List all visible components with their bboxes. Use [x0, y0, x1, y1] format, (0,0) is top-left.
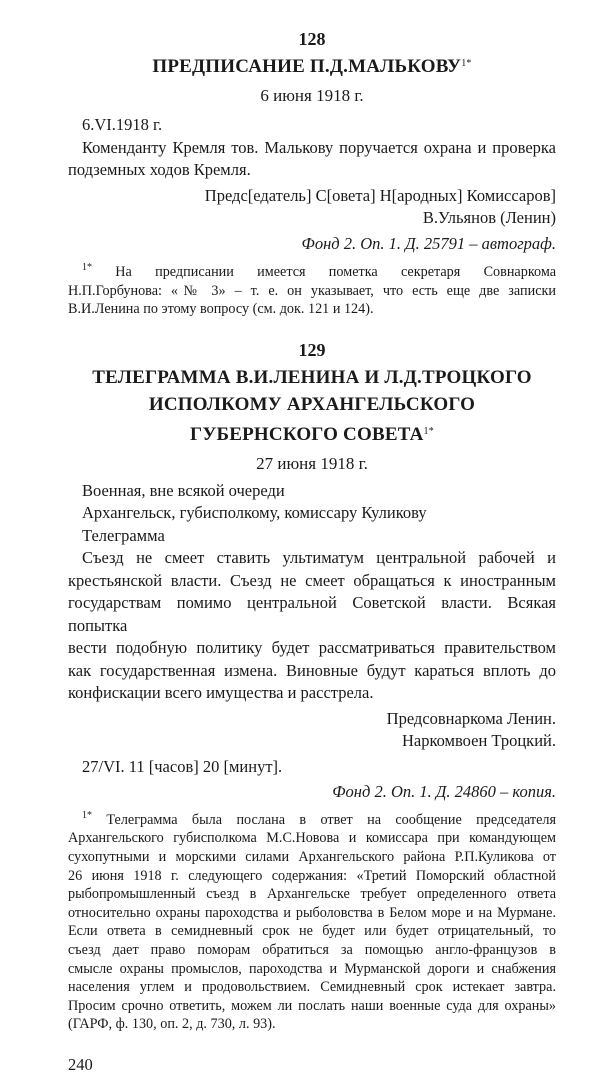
document-date: 27 июня 1918 г.: [256, 453, 368, 473]
footnote-line: 26 июня 1918 г. следующего содержания: «Третий Поморский областной: [68, 867, 556, 884]
footnote-line: населения углем и продовольствием. Семидневный срок истекает завтра.: [68, 979, 556, 996]
footnote-line: относительно охраны пароходства и рыболовства в Белом море и на Мурмане.: [68, 904, 556, 921]
document-128: [68, 28, 556, 319]
footnote-mark: 1*: [82, 262, 92, 273]
document-129: [68, 339, 556, 1034]
header-line: Архангельск, губисполкому, комиссару Куликову: [82, 503, 427, 523]
signature-line: В.Ульянов (Ленин): [422, 208, 556, 227]
title-text: ПРЕДПИСАНИЕ П.Д.МАЛЬКОВУ: [152, 56, 462, 77]
footnote-line: (ГАРФ, ф. 130, оп. 2, д. 730, л. 93).: [68, 1016, 276, 1033]
footnote-line: Просим срочно ответить, можем ли послать наши военные суда для охраны»: [68, 997, 556, 1014]
signature-line: Предс[едатель] С[овета] Н[ародных] Комиссаров]: [204, 185, 556, 205]
document-title-line: ТЕЛЕГРАММА В.И.ЛЕНИНА И Л.Д.ТРОЦКОГО: [92, 366, 532, 388]
body-line: Коменданту Кремля тов. Малькову поручается охрана и проверка: [82, 137, 556, 157]
dateline: 6.VI.1918 г.: [82, 115, 163, 134]
document-number: 129: [298, 339, 326, 360]
body-line: вести подобную политику будет рассматриваться правительством: [68, 638, 556, 658]
document-title: [68, 50, 556, 80]
footnote-ref: 1*: [461, 58, 472, 69]
signature-line: Предсовнаркома Ленин.: [386, 708, 556, 728]
footnote-line: сухопутными и морскими силами Архангельского района Р.П.Куликова от: [68, 848, 556, 865]
footnote-line: [68, 259, 556, 282]
header-line: Военная, вне всякой очереди: [82, 480, 285, 500]
footnote-text: Телеграмма была послана в ответ на сообщение председателя: [106, 811, 557, 828]
footnote-line: съезд дает право поморам обратиться за помощью англо-французов в: [68, 941, 556, 958]
footnote-ref: 1*: [423, 425, 434, 437]
body-line: конфискации всего имущества и расстрела.: [68, 683, 374, 703]
page-content: [68, 28, 556, 1076]
archive-source: Фонд 2. Оп. 1. Д. 25791 – автограф.: [301, 233, 556, 253]
document-number: 128: [298, 29, 326, 49]
footnote-text: На предписании имеется пометка секретаря Совнаркома: [115, 264, 556, 280]
document-date: 6 июня 1918 г.: [260, 86, 364, 105]
page-number: 240: [68, 1054, 93, 1074]
footnote-mark: 1*: [82, 809, 92, 821]
document-title-line: [68, 418, 556, 448]
footnote-line: [68, 807, 556, 830]
title-text: ГУБЕРНСКОГО СОВЕТА: [190, 423, 424, 445]
body-line: Съезд не смеет ставить ультиматум центральной рабочей и: [82, 548, 556, 568]
body-line: как государственная измена. Виновные будут караться вплоть до: [68, 660, 556, 680]
body-line: государствам помимо центральной Советской власти. Всякая попытка: [68, 593, 556, 635]
document-title-line: ИСПОЛКОМУ АРХАНГЕЛЬСКОГО: [148, 393, 476, 415]
archive-source: Фонд 2. Оп. 1. Д. 24860 – копия.: [332, 782, 556, 802]
footnote-line: Н.П.Горбунова: «№ 3» – т. е. он указывает, что есть еще две записки: [68, 282, 556, 299]
footnote-line: Архангельского губисполкома М.С.Новова и комиссара при командующем: [68, 830, 556, 847]
footnote-line: В.И.Ленина по этому вопросу (см. док. 121 и 124).: [68, 301, 374, 318]
body-line: крестьянской власти. Съезд не смеет обращаться к иностранным: [68, 570, 556, 590]
header-line: Телеграмма: [82, 525, 165, 545]
signature-line: Наркомвоен Троцкий.: [401, 731, 556, 751]
body-line: подземных ходов Кремля.: [68, 160, 251, 179]
footnote-line: Если ответа в семидневный срок не будет или будет отрицательный, то: [68, 923, 556, 940]
dateline: 27/VI. 11 [часов] 20 [минут].: [82, 756, 283, 776]
footnote-line: смысле охраны промыслов, пароходства и Мурманской дороги и снабжения: [68, 960, 556, 977]
footnote-line: рыбопромышленный съезд в Архангельске требует определенного ответа: [68, 886, 556, 903]
